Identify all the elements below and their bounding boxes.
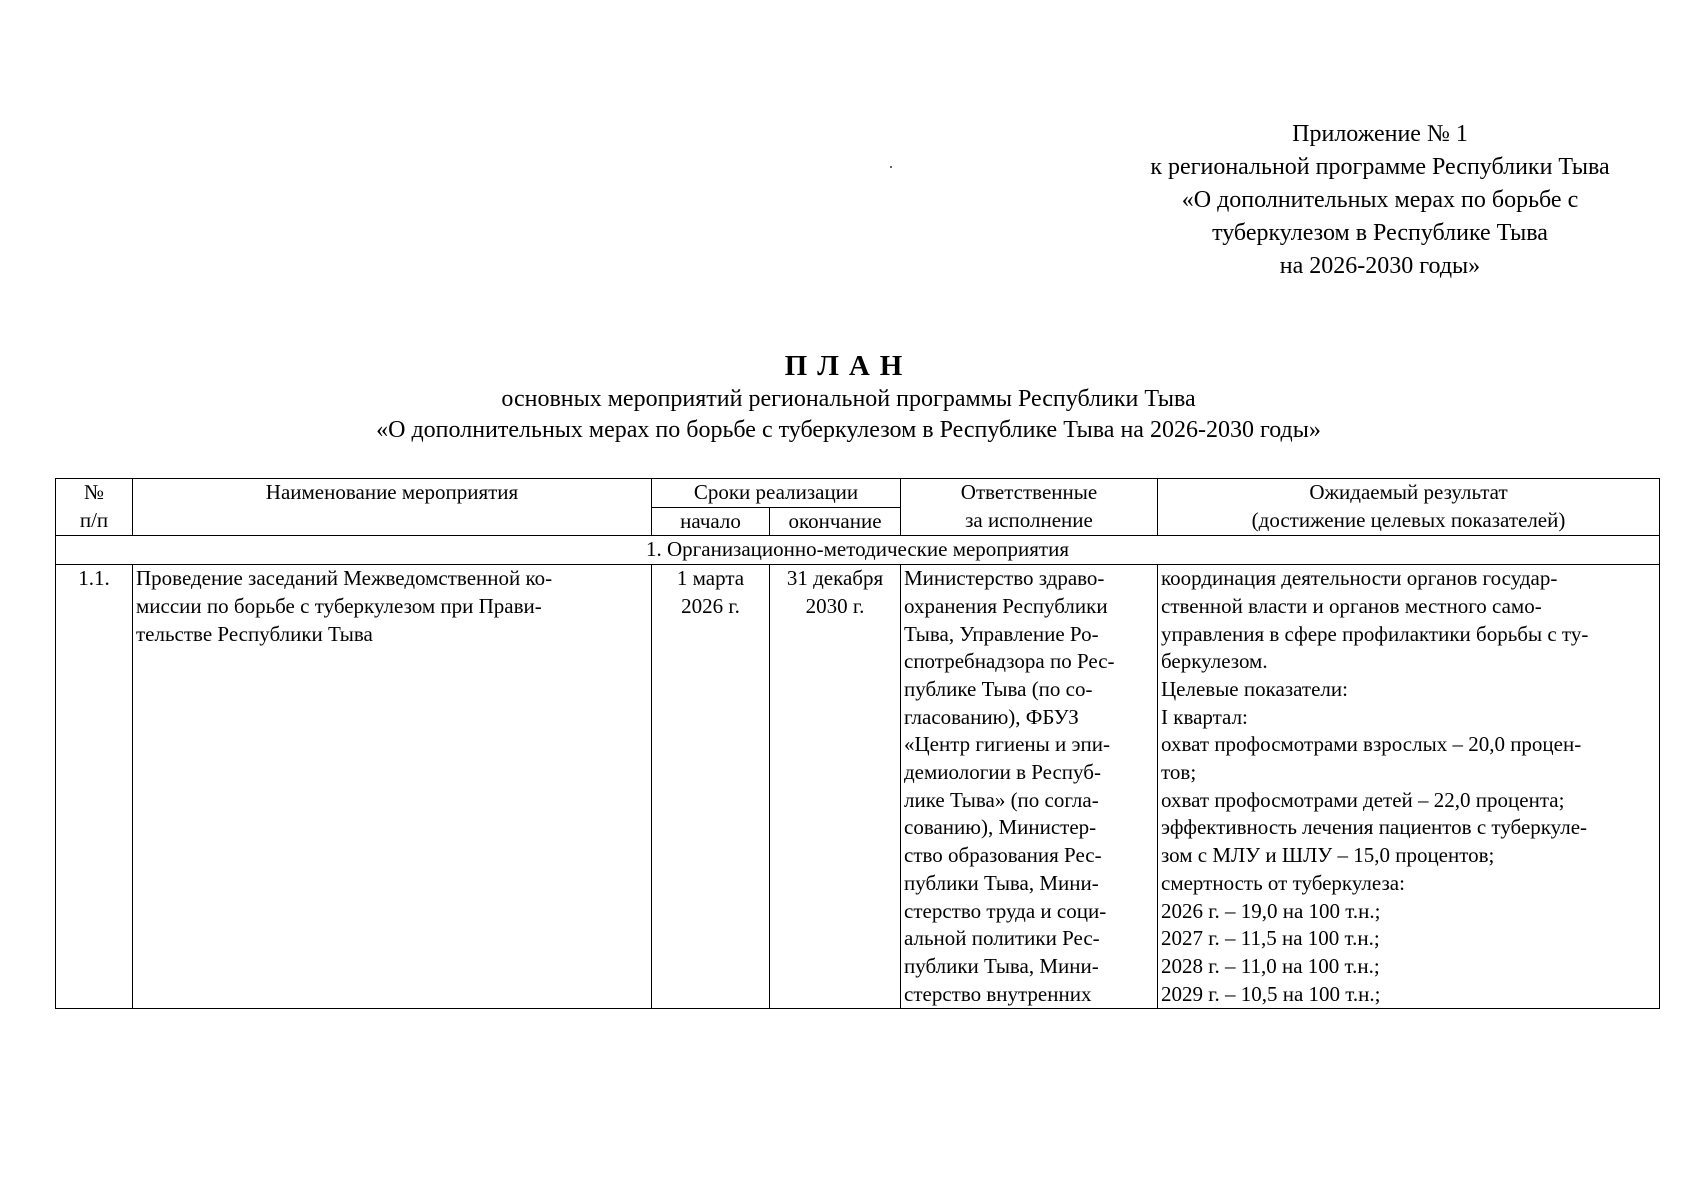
section-row <box>56 536 1660 565</box>
row-responsible: Министерство здраво- охранения Республики Тыва, Управление Ро- спотребнадзора по Рес- публике Тыва (по со- гласованию), ФБУЗ «Центр гигиены и эпи- демиологии в Респуб- лике Тыва» (по согла- сованию), Министер- ство образования Рес- публики Тыва, Мини- стерство труда и соци- альной политики Рес- публики Тыва, Мини- стерство внутренних <box>901 565 1158 1009</box>
column-header-period: Сроки реализации <box>652 479 901 508</box>
appendix-block <box>1080 118 1680 283</box>
column-header-start: начало <box>652 507 770 536</box>
appendix-line: на 2026-2030 годы» <box>1279 253 1481 279</box>
document-subtitle: «О дополнительных мерах по борьбе с туберкулезом в Республике Тыва на 2026-2030 годы» <box>376 417 1321 443</box>
appendix-line: «О дополнительных мерах по борьбе с <box>1181 187 1579 213</box>
row-end: 31 декабря 2030 г. <box>770 565 901 1009</box>
appendix-line: Приложение № 1 <box>1292 121 1468 147</box>
appendix-line: туберкулезом в Республике Тыва <box>1212 220 1548 246</box>
row-start: 1 марта 2026 г. <box>652 565 770 1009</box>
row-name: Проведение заседаний Межведомственной ко- миссии по борьбе с туберкулезом при Прави- тельстве Республики Тыва <box>133 565 652 1009</box>
column-header-result: Ожидаемый результат (достижение целевых показателей) <box>1158 479 1660 536</box>
column-header-name: Наименование мероприятия <box>133 479 652 536</box>
document-heading: ПЛАН <box>784 350 913 382</box>
section-title: 1. Организационно-методические мероприятия <box>56 536 1660 565</box>
column-header-responsible: Ответственные за исполнение <box>901 479 1158 536</box>
row-result: координация деятельности органов государ- ственной власти и органов местного само- управления в сфере профилактики борьбы с ту- беркулезом. Целевые показатели: I квартал: охват профосмотрами взрослых – 20,0 процен- тов; охват профосмотрами детей – 22,0 процента; эффективность лечения пациентов с туберкуле- зом с МЛУ и ШЛУ – 15,0 процентов; смертность от туберкулеза: 2026 г. – 19,0 на 100 т.н.; 2027 г. – 11,5 на 100 т.н.; 2028 г. – 11,0 на 100 т.н.; 2029 г. – 10,5 на 100 т.н.; <box>1158 565 1660 1009</box>
plan-table <box>55 478 1660 1009</box>
title-block <box>0 348 1697 446</box>
appendix-line: к региональной программе Республики Тыва <box>1150 154 1610 180</box>
column-header-end: окончание <box>770 507 901 536</box>
column-header-number: № п/п <box>56 479 133 536</box>
document-subtitle: основных мероприятий региональной программы Республики Тыва <box>501 386 1196 412</box>
scan-speck <box>890 166 892 168</box>
table-header-row <box>56 479 1660 508</box>
table-row <box>56 565 1660 1009</box>
row-number: 1.1. <box>56 565 133 1009</box>
